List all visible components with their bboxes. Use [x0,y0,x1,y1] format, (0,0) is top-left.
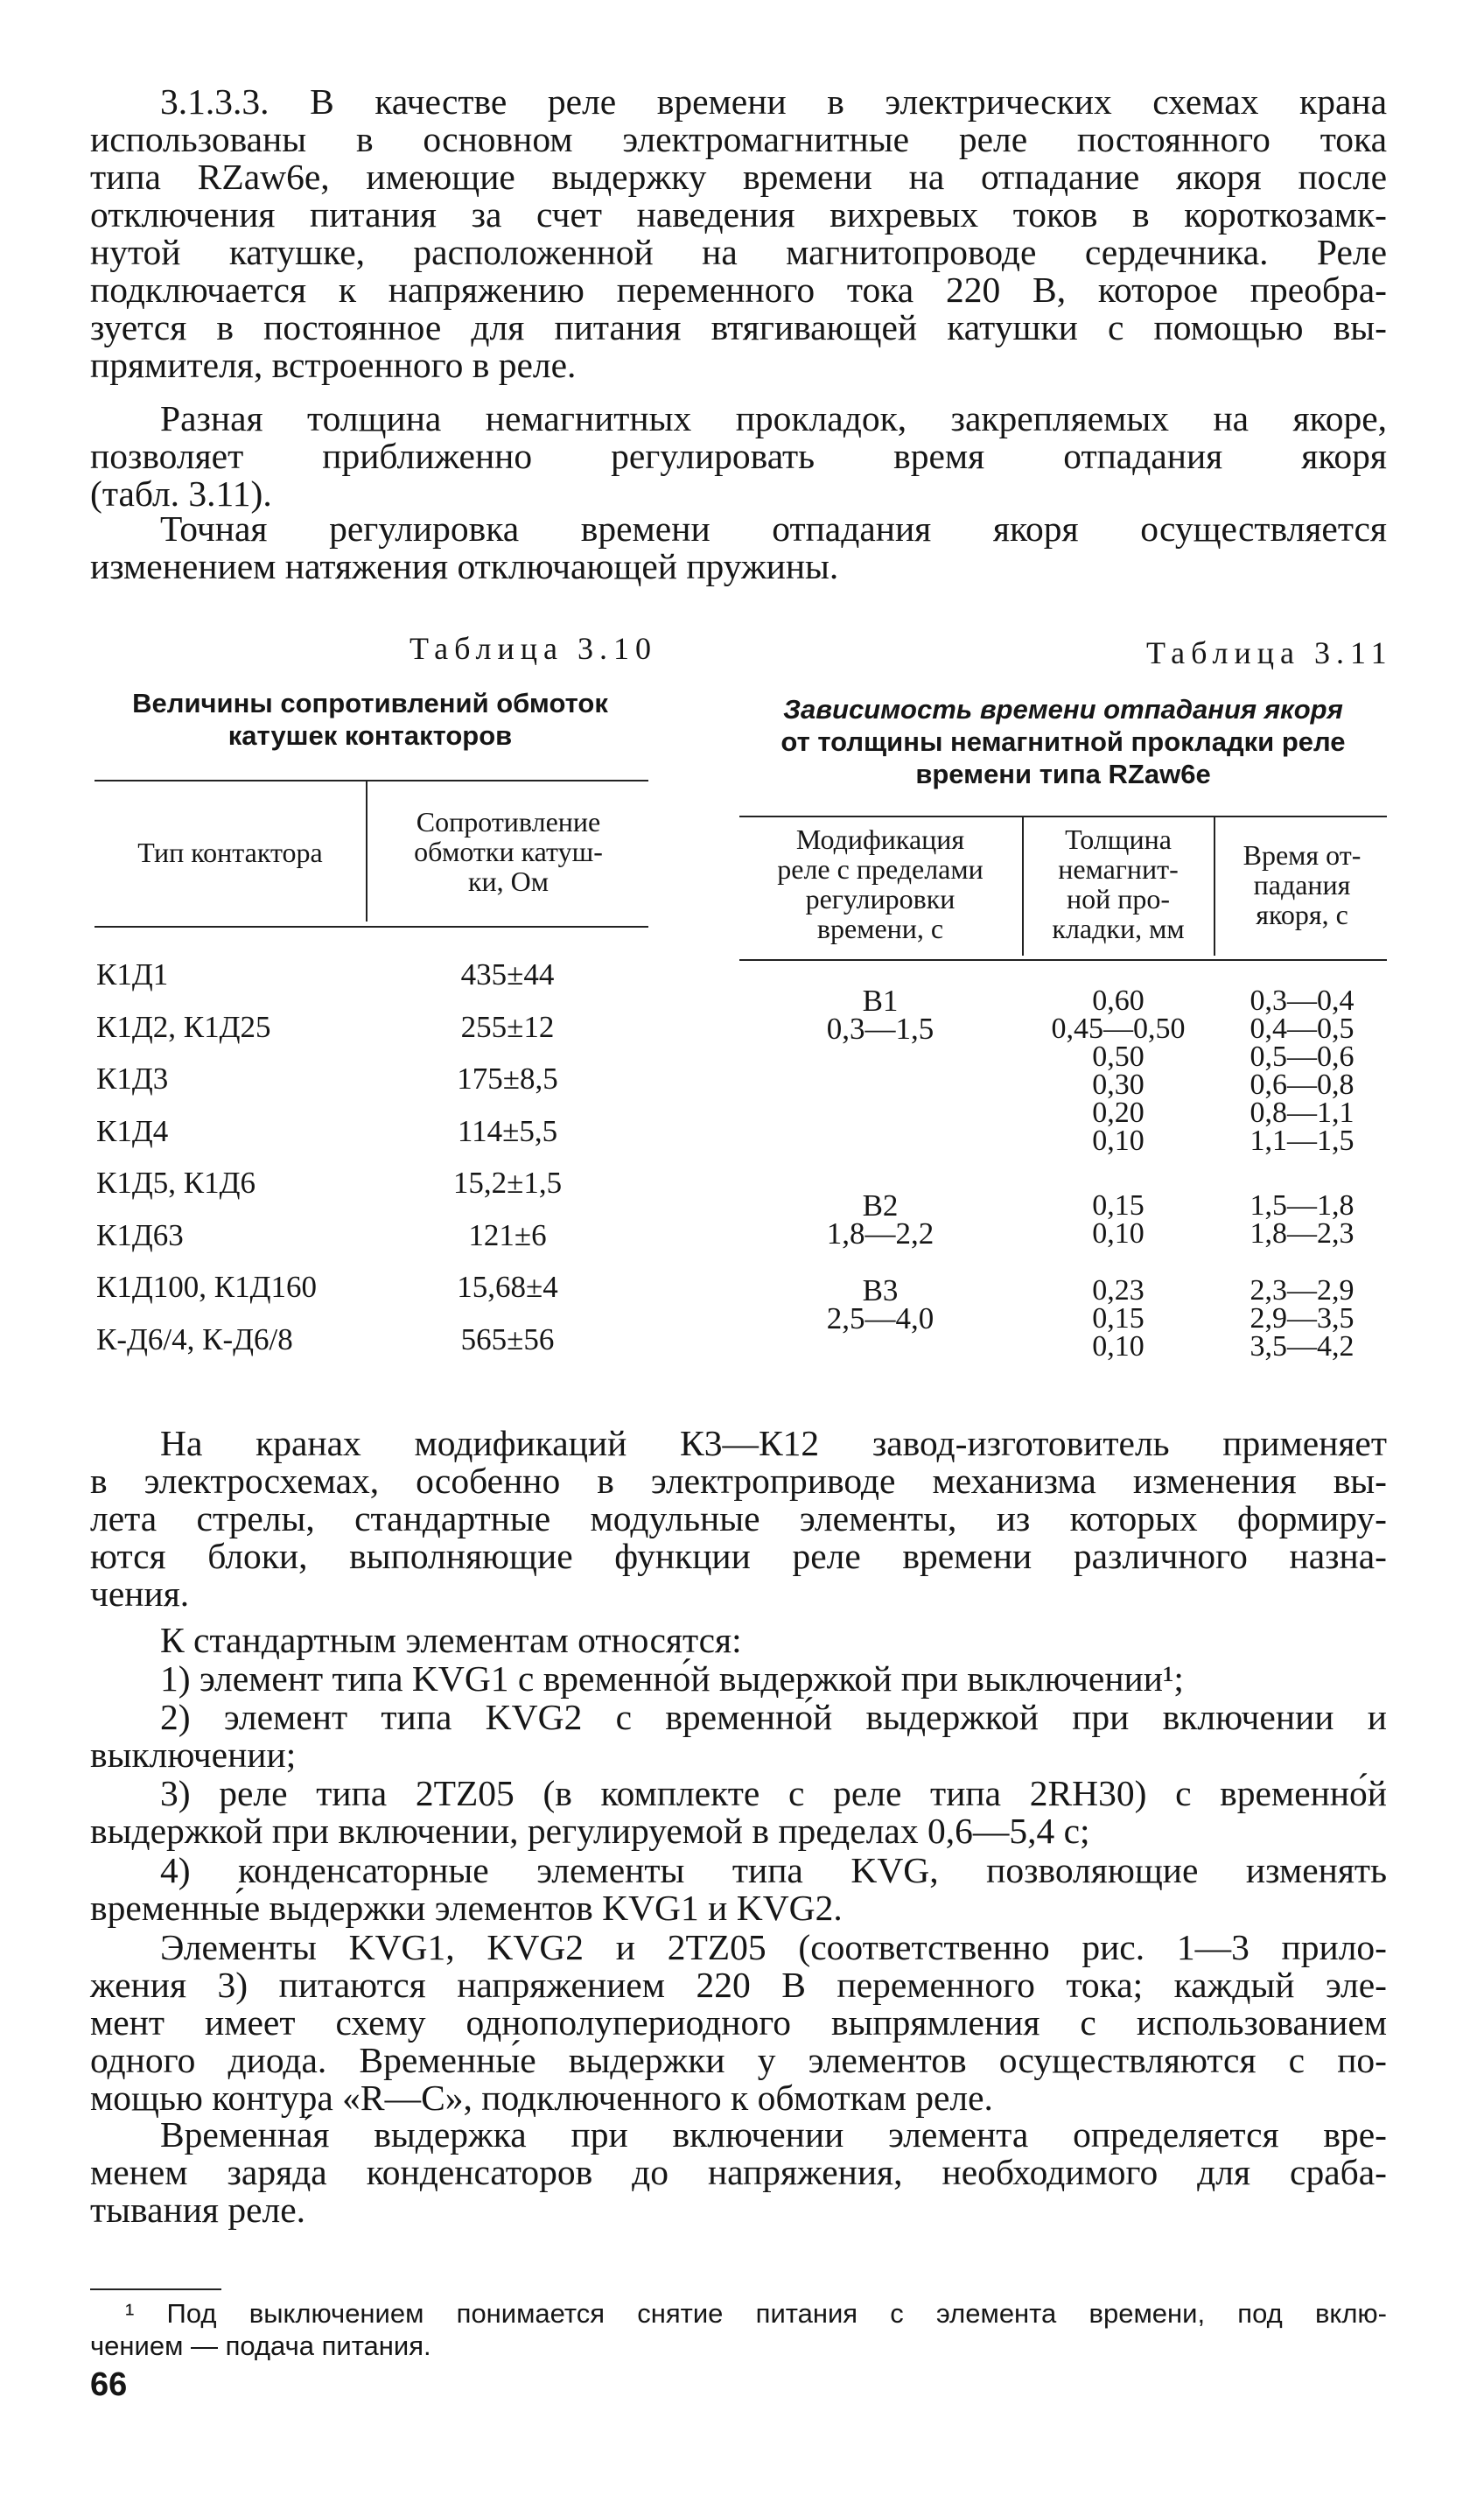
gasket-thickness: 0,15 [1092,1302,1144,1335]
text-line: лета стрелы, стандартные модульные элементы, из которых формиру- [90,1498,1387,1538]
gasket-thickness: 0,10 [1092,1125,1144,1157]
body-paragraph [90,1622,1387,1659]
table-rule [739,816,1387,817]
table-rule [94,780,648,781]
resistance-value: 565±56 [460,1322,555,1356]
table-3-11-title: Зависимость времени отпадания якоря от толщины немагнитной прокладки реле времени типа RZaw6e [780,694,1346,789]
text-line: 4) конденсаторные элементы типа KVG, позволяющие изменять [160,1850,1387,1890]
release-time: 3,5—4,2 [1250,1330,1354,1363]
release-time: 2,3—2,9 [1250,1274,1354,1307]
release-time: 2,9—3,5 [1250,1302,1354,1335]
footnote-rule [90,2288,221,2290]
release-time: 0,3—0,4 [1250,985,1354,1017]
release-time-list [1217,1189,1387,1250]
gasket-thickness: 0,50 [1092,1041,1144,1073]
text-line: типа RZaw6e, имеющие выдержку времени на отпадание якоря после [90,157,1387,197]
table-3-11-header-thickness: Толщина немагнит- ной про- кладки, мм [1052,823,1185,944]
release-time: 0,6—0,8 [1250,1069,1354,1101]
contactor-type: К-Д6/4, К-Д6/8 [96,1322,293,1356]
resistance-value: 121±6 [468,1218,547,1252]
text-line: использованы в основном электромагнитные реле постоянного тока [90,119,1387,159]
resistance-value: 175±8,5 [457,1062,558,1096]
page-number: 66 [90,2366,128,2403]
gasket-thickness: 0,15 [1092,1189,1144,1222]
body-paragraph [90,1660,1387,1698]
resistance-value: 114±5,5 [457,1114,558,1148]
relay-range: 2,5—4,0 [826,1301,934,1335]
table-rule [94,926,648,928]
text-line: Элементы KVG1, KVG2 и 2TZ05 (соответственно рис. 1—3 прило- [160,1927,1387,1967]
body-paragraph [90,1929,1387,2117]
text-line: 1) элемент типа KVG1 с временно́й выдержкой при выключении¹; [160,1658,1184,1699]
text-line: 3.1.3.3. В качестве реле времени в электрических схемах крана [160,81,1387,122]
table-rule [366,781,368,922]
gasket-thickness-list [1026,1189,1211,1250]
intro-paragraph [90,510,1387,585]
gasket-thickness: 0,45—0,50 [1051,1013,1186,1045]
table-3-11-header-modification: Модификация реле с пределами регулировки времени, с [777,823,984,944]
intro-paragraph [90,400,1387,513]
release-time: 1,5—1,8 [1250,1189,1354,1222]
table-3-10-header-type: Тип контактора [137,837,323,868]
contactor-type: К1Д100, К1Д160 [96,1270,317,1304]
text-line: К стандартным элементам относятся: [160,1620,742,1660]
text-line: изменением натяжения отключающей пружины. [90,546,839,586]
resistance-value: 435±44 [460,957,555,992]
text-line: 3) реле типа 2TZ05 (в комплекте с реле типа 2RH30) с временно́й [160,1773,1387,1813]
table-rule [1214,817,1215,956]
body-paragraph [90,1425,1387,1613]
contactor-type: К1Д3 [96,1062,169,1096]
text-line: чения. [90,1573,190,1614]
table-rule [739,959,1387,961]
text-line: зуется в постоянное для питания втягивающей катушки с помощью вы- [90,307,1387,347]
text-line: тывания реле. [90,2190,306,2230]
text-line: отключения питания за счет наведения вихревых токов в короткозамк- [90,194,1387,235]
text-line: мощью контура «R—C», подключенного к обмоткам реле. [90,2078,993,2118]
release-time: 0,5—0,6 [1250,1041,1354,1073]
table-3-11-caption: Таблица 3.11 [1146,635,1393,670]
text-line: прямителя, встроенного в реле. [90,345,577,385]
relay-modification: В2 [862,1188,899,1223]
body-paragraph [90,1699,1387,1774]
body-paragraph [90,1852,1387,1927]
text-line: выдержкой при включении, регулируемой в пределах 0,6—5,4 с; [90,1811,1090,1851]
release-time-list [1217,1274,1387,1363]
release-time: 1,1—1,5 [1250,1125,1354,1157]
text-line: одного диода. Временны́е выдержки у элементов осуществляются с по- [90,2040,1387,2080]
table-3-10-caption: Таблица 3.10 [410,631,657,666]
table-3-10-header-resistance: Сопротивление обмотки катуш- ки, Ом [414,806,603,897]
text-line: Разная толщина немагнитных прокладок, закрепляемых на якоре, [160,398,1387,438]
release-time: 1,8—2,3 [1250,1217,1354,1250]
relay-range: 0,3—1,5 [826,1012,934,1046]
gasket-thickness: 0,10 [1092,1330,1144,1363]
resistance-value: 15,68±4 [457,1270,558,1304]
text-line: Временна́я выдержка при включении элемента определяется вре- [160,2114,1387,2155]
text-line: ются блоки, выполняющие функции реле времени различного назна- [90,1536,1387,1576]
text-line: подключается к напряжению переменного тока 220 В, которое преобра- [90,270,1387,310]
text-line: мент имеет схему однополупериодного выпрямления с использованием [90,2002,1387,2043]
text-line: Точная регулировка времени отпадания якоря осуществляется [160,508,1387,549]
table-3-11-header-time: Время от- падания якоря, с [1242,839,1362,930]
gasket-thickness: 0,23 [1092,1274,1144,1307]
relay-range: 1,8—2,2 [826,1216,934,1251]
text-line: жения 3) питаются напряжением 220 В переменного тока; каждый эле- [90,1965,1387,2005]
gasket-thickness: 0,20 [1092,1097,1144,1129]
gasket-thickness: 0,10 [1092,1217,1144,1250]
text-line: выключении; [90,1735,297,1775]
release-time: 0,4—0,5 [1250,1013,1354,1045]
gasket-thickness: 0,30 [1092,1069,1144,1101]
contactor-type: К1Д4 [96,1114,169,1148]
release-time: 0,8—1,1 [1250,1097,1354,1129]
gasket-thickness-list [1026,1274,1211,1363]
text-line: На кранах модификаций К3—К12 завод-изготовитель применяет [160,1423,1387,1463]
body-paragraph [90,2116,1387,2229]
contactor-type: К1Д1 [96,957,169,992]
contactor-type: К1Д5, К1Д6 [96,1166,256,1200]
intro-paragraph [90,83,1387,384]
relay-modification: В1 [862,984,899,1018]
resistance-value: 255±12 [460,1010,555,1044]
text-line: в электросхемах, особенно в электроприводе механизма изменения вы- [90,1461,1387,1501]
table-3-10-title: Величины сопротивлений обмоток катушек контакторов [132,688,608,751]
resistance-value: 15,2±1,5 [452,1166,563,1200]
relay-modification: В3 [862,1273,899,1307]
footnote: ¹ Под выключением понимается снятие питания с элемента времени, под вклю- чением — подача питания. [90,2298,1387,2361]
text-line: позволяет приближенно регулировать время отпадания якоря [90,436,1387,476]
table-rule [1022,817,1024,956]
text-line: нутой катушке, расположенной на магнитопроводе сердечника. Реле [90,232,1387,272]
text-line: менем заряда конденсаторов до напряжения, необходимого для сраба- [90,2152,1387,2192]
gasket-thickness-list [1026,987,1211,1155]
text-line: 2) элемент типа KVG2 с временно́й выдержкой при включении и [160,1697,1387,1737]
text-line: временны́е выдержки элементов KVG1 и KVG2. [90,1888,843,1928]
contactor-type: К1Д2, К1Д25 [96,1010,271,1044]
text-line: (табл. 3.11). [90,473,272,514]
release-time-list [1217,987,1387,1155]
gasket-thickness: 0,60 [1092,985,1144,1017]
contactor-type: К1Д63 [96,1218,184,1252]
body-paragraph [90,1775,1387,1850]
